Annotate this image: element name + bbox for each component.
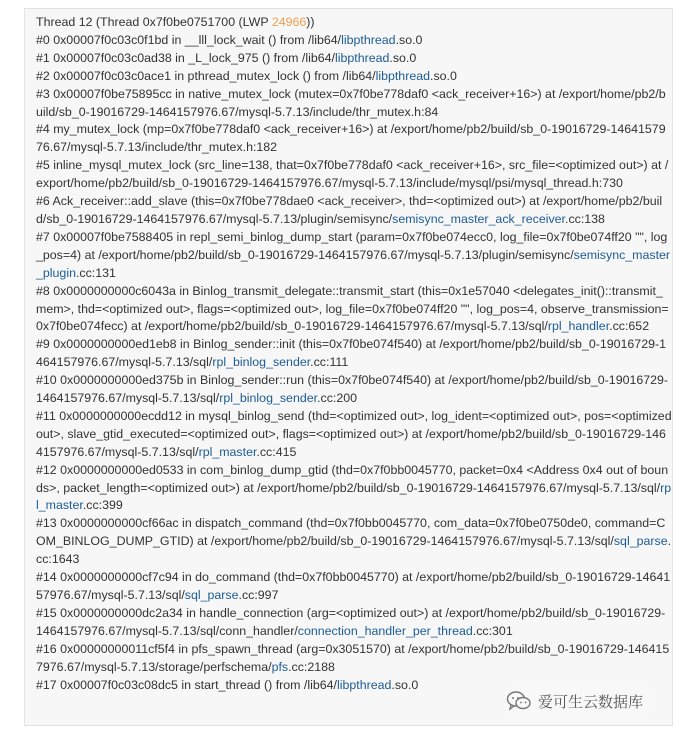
watermark <box>506 686 649 716</box>
source-file-link: rpl_master <box>198 444 257 459</box>
stack-frame: #0 0x00007f0c03c0f1bd in __lll_lock_wait () from /lib64/libpthread.so.0 <box>36 32 423 47</box>
source-file-link: semisync_master_ack_receiver <box>392 211 565 226</box>
stack-frame: #16 0x00000000011cf5f4 in pfs_spawn_thread (arg=0x3051570) at /export/home/pb2/build/sb_0-19016729-1464157976.67/mysql-5.7.13/storage/perfschema/pfs.cc:2188 <box>36 641 670 674</box>
stack-frame: #5 inline_mysql_mutex_lock (src_line=138, that=0x7f0be778daf0 <ack_receiver+16>, src_file=<optimized out>) at /export/home/pb2/build/sb_0-19016729-1464157976.67/mysql-5.7.13/include/mysql/psi/mysql_thread.h:730 <box>36 158 669 191</box>
stack-frame: #2 0x00007f0c03c0ace1 in pthread_mutex_lock () from /lib64/libpthread.so.0 <box>36 68 457 83</box>
source-file-link: libpthread <box>341 32 396 47</box>
source-file-link: libpthread <box>337 677 392 692</box>
source-file-link: libpthread <box>375 68 430 83</box>
frame-list <box>36 32 672 695</box>
source-file-link: sql_parse <box>184 588 239 602</box>
lwp-number: 24966 <box>271 15 307 29</box>
stack-frame: #7 0x00007f0be7588405 in repl_semi_binlog_dump_start (param=0x7f0be074ecc0, log_file=0x7f0be074ff20 "", log_pos=4) at /export/home/pb2/build/sb_0-19016729-1464157976.67/mysql-5.7.13/plugin/semisync/semisync_master_plugin.cc:131 <box>36 229 671 280</box>
stack-frame: #8 0x0000000000c6043a in Binlog_transmit_delegate::transmit_start (this=0x1e57040 <delegates_init()::transmit_mem>, thd=<optimized out>, flags=<optimized out>, log_file=0x7f0be074ff20 "", log_pos=4, observe_transmission=0x7f0be074fecc) at /export/home/pb2/build/sb_0-19016729-1464157976.67/mysql-5.7.13/sql/rpl_handler.cc:652 <box>36 283 669 334</box>
stack-frame: #1 0x00007f0c03c0ad38 in _L_lock_975 () from /lib64/libpthread.so.0 <box>36 50 417 65</box>
stack-frame: #9 0x0000000000ed1eb8 in Binlog_sender::init (this=0x7f0be074f540) at /export/home/pb2/build/sb_0-19016729-1464157976.67/mysql-5.7.13/sql/rpl_binlog_sender.cc:111 <box>36 337 666 370</box>
stack-frame: #12 0x0000000000ed0533 in com_binlog_dump_gtid (thd=0x7f0bb0045770, packet=0x4 <Address 0x4 out of bounds>, packet_length=<optimized out>) at /export/home/pb2/build/sb_0-19016729-1464157976.67/mysql-5.7.13/sql/rpl_master.cc:399 <box>36 462 672 513</box>
thread-header: Thread 12 (Thread 0x7f0be0751700 (LWP 24966)) <box>36 15 315 29</box>
stack-frame: #10 0x0000000000ed375b in Binlog_sender::run (this=0x7f0be074f540) at /export/home/pb2/build/sb_0-19016729-1464157976.67/mysql-5.7.13/sql/rpl_binlog_sender.cc:200 <box>36 373 669 406</box>
source-file-link: rpl_binlog_sender <box>219 391 318 406</box>
stack-trace <box>36 14 672 694</box>
source-file-link: libpthread <box>334 50 390 65</box>
stack-frame: #15 0x0000000000dc2a34 in handle_connection (arg=<optimized out>) at /export/home/pb2/build/sb_0-19016729-1464157976.67/mysql-5.7.13/sql/conn_handler/connection_handler_per_thread.cc:301 <box>36 605 666 638</box>
watermark-text: 爱可生云数据库 <box>538 693 644 711</box>
source-file-link: pfs <box>271 659 289 674</box>
stack-frame: #14 0x0000000000cf7c94 in do_command (thd=0x7f0bb0045770) at /export/home/pb2/build/sb_0-19016729-1464157976.67/mysql-5.7.13/sql/sql_parse.cc:997 <box>36 570 671 602</box>
stack-frame: #13 0x0000000000cf66ac in dispatch_command (thd=0x7f0bb0045770, com_data=0x7f0be0750de0, command=COM_BINLOG_DUMP_GTID) at /export/home/pb2/build/sb_0-19016729-1464157976.67/mysql-5.7.13/sql/sql_parse.cc:1643 <box>36 516 672 567</box>
source-file-link: rpl_handler <box>547 319 610 334</box>
stack-frame: #11 0x0000000000ecdd12 in mysql_binlog_send (thd=<optimized out>, log_ident=<optimized out>, pos=<optimized out>, slave_gtid_executed=<optimized out>, flags=<optimized out>) at /export/home/pb2/build/sb_0-19016729-1464157976.67/mysql-5.7.13/sql/rpl_master.cc:415 <box>36 408 672 459</box>
wechat-icon <box>506 690 532 712</box>
source-file-link: sql_parse <box>613 534 668 549</box>
stack-frame: #3 0x00007f0be75895cc in native_mutex_lock (mutex=0x7f0be778daf0 <ack_receiver+16>) at /export/home/pb2/build/sb_0-19016729-1464157976.67/mysql-5.7.13/include/thr_mutex.h:84 <box>36 86 666 119</box>
stack-frame: #6 Ack_receiver::add_slave (this=0x7f0be778dae0 <ack_receiver>, thd=<optimized out>) at /export/home/pb2/build/sb_0-19016729-1464157976.67/mysql-5.7.13/plugin/semisync/semisync_master_ack_receiver.cc:138 <box>36 194 663 226</box>
source-file-link: rpl_master <box>36 480 672 513</box>
stack-frame: #17 0x00007f0c03c08dc5 in start_thread () from /lib64/libpthread.so.0 <box>36 677 419 692</box>
source-file-link: connection_handler_per_thread <box>297 623 473 638</box>
source-file-link: semisync_master_plugin <box>36 247 671 280</box>
source-file-link: rpl_binlog_sender <box>212 355 311 370</box>
stack-frame: #4 my_mutex_lock (mp=0x7f0be778daf0 <ack_receiver+16>) at /export/home/pb2/build/sb_0-19016729-1464157976.67/mysql-5.7.13/include/thr_mutex.h:182 <box>36 122 666 155</box>
